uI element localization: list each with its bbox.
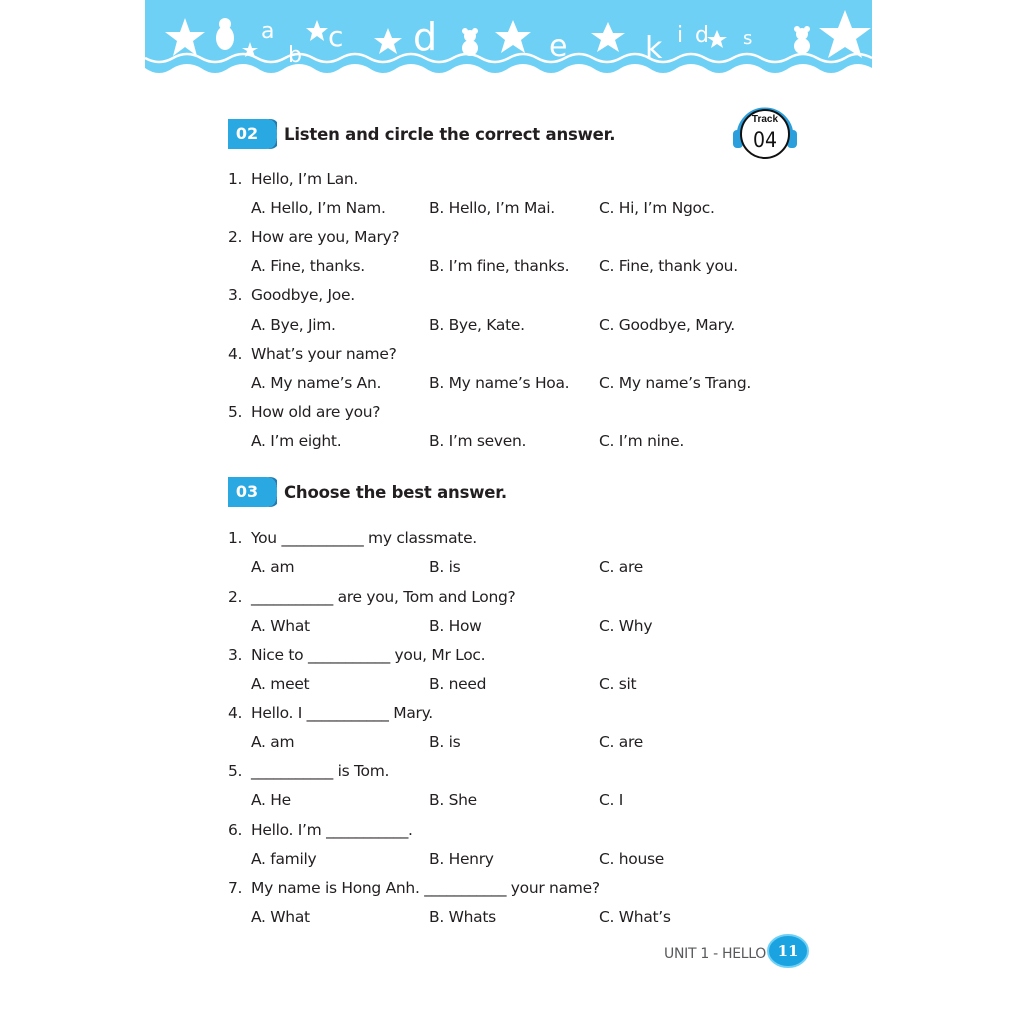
- option-c[interactable]: C. I: [599, 791, 624, 809]
- banner-letter-d: d: [413, 15, 438, 59]
- option-b[interactable]: B. My name’s Hoa.: [429, 374, 570, 392]
- option-c[interactable]: C. My name’s Trang.: [599, 374, 751, 392]
- option-c[interactable]: C. I’m nine.: [599, 432, 685, 450]
- question-3-1: 1. You ___________ my classmate.: [228, 529, 477, 547]
- banner-letter-k: k: [645, 31, 663, 66]
- banner-letter-e: e: [549, 29, 568, 64]
- header-banner: [145, 0, 872, 80]
- section-02-header: [228, 119, 615, 149]
- banner-letter-s: s: [743, 28, 753, 49]
- option-b[interactable]: B. need: [429, 675, 487, 693]
- option-b[interactable]: B. Whats: [429, 908, 496, 926]
- option-c[interactable]: C. Fine, thank you.: [599, 257, 738, 275]
- banner-letter-c: c: [328, 20, 344, 53]
- question-3-5: 5. ___________ is Tom.: [228, 762, 390, 780]
- banner-letter-d2: d: [695, 23, 709, 48]
- option-c[interactable]: C. Why: [599, 617, 653, 635]
- option-b[interactable]: B. I’m fine, thanks.: [429, 257, 570, 275]
- option-a[interactable]: A. Bye, Jim.: [251, 316, 336, 334]
- option-a[interactable]: A. am: [251, 558, 295, 576]
- section-number-tab: [228, 477, 277, 507]
- option-a[interactable]: A. Hello, I’m Nam.: [251, 199, 386, 217]
- section-number: 02: [235, 124, 259, 143]
- banner-art: [145, 0, 872, 80]
- track-number: 04: [752, 128, 778, 152]
- section-title: Listen and circle the correct answer.: [284, 124, 616, 144]
- section-number-tab: [228, 119, 277, 149]
- option-a[interactable]: A. What: [251, 617, 310, 635]
- option-c[interactable]: C. Goodbye, Mary.: [599, 316, 735, 334]
- option-b[interactable]: B. She: [429, 791, 477, 809]
- option-b[interactable]: B. Hello, I’m Mai.: [429, 199, 555, 217]
- option-c[interactable]: C. are: [599, 733, 643, 751]
- question-2-2: 2. How are you, Mary?: [228, 228, 400, 246]
- option-c[interactable]: C. sit: [599, 675, 637, 693]
- banner-letter-i: i: [677, 23, 684, 48]
- option-b[interactable]: B. How: [429, 617, 482, 635]
- section-number: 03: [235, 482, 259, 501]
- question-2-5: 5. How old are you?: [228, 403, 381, 421]
- banner-letter-b: b: [288, 43, 302, 68]
- option-a[interactable]: A. Fine, thanks.: [251, 257, 365, 275]
- question-3-6: 6. Hello. I’m ___________.: [228, 821, 413, 839]
- question-2-1: 1. Hello, I’m Lan.: [228, 170, 359, 188]
- question-2-3: 3. Goodbye, Joe.: [228, 286, 355, 304]
- unit-label: UNIT 1 - HELLO: [664, 946, 767, 962]
- audio-track-badge: [731, 104, 799, 164]
- option-b[interactable]: B. Henry: [429, 850, 494, 868]
- page-number-badge: [767, 934, 809, 968]
- question-3-3: 3. Nice to ___________ you, Mr Loc.: [228, 646, 486, 664]
- option-a[interactable]: A. He: [251, 791, 291, 809]
- option-a[interactable]: A. family: [251, 850, 317, 868]
- question-3-2: 2. ___________ are you, Tom and Long?: [228, 588, 516, 606]
- option-a[interactable]: A. am: [251, 733, 295, 751]
- option-c[interactable]: C. Hi, I’m Ngoc.: [599, 199, 715, 217]
- option-a[interactable]: A. I’m eight.: [251, 432, 342, 450]
- option-c[interactable]: C. are: [599, 558, 643, 576]
- option-a[interactable]: A. What: [251, 908, 310, 926]
- question-2-4: 4. What’s your name?: [228, 345, 397, 363]
- option-a[interactable]: A. meet: [251, 675, 310, 693]
- banner-letter-a: a: [261, 19, 275, 44]
- page-number: 11: [777, 942, 799, 960]
- question-3-4: 4. Hello. I ___________ Mary.: [228, 704, 433, 722]
- track-label: Track: [751, 114, 779, 125]
- question-3-7: 7. My name is Hong Anh. ___________ your name?: [228, 879, 600, 897]
- option-c[interactable]: C. house: [599, 850, 665, 868]
- section-03-header: [228, 477, 507, 507]
- option-b[interactable]: B. is: [429, 733, 461, 751]
- option-a[interactable]: A. My name’s An.: [251, 374, 382, 392]
- option-b[interactable]: B. Bye, Kate.: [429, 316, 525, 334]
- option-c[interactable]: C. What’s: [599, 908, 671, 926]
- option-b[interactable]: B. is: [429, 558, 461, 576]
- option-b[interactable]: B. I’m seven.: [429, 432, 527, 450]
- section-title: Choose the best answer.: [284, 482, 507, 502]
